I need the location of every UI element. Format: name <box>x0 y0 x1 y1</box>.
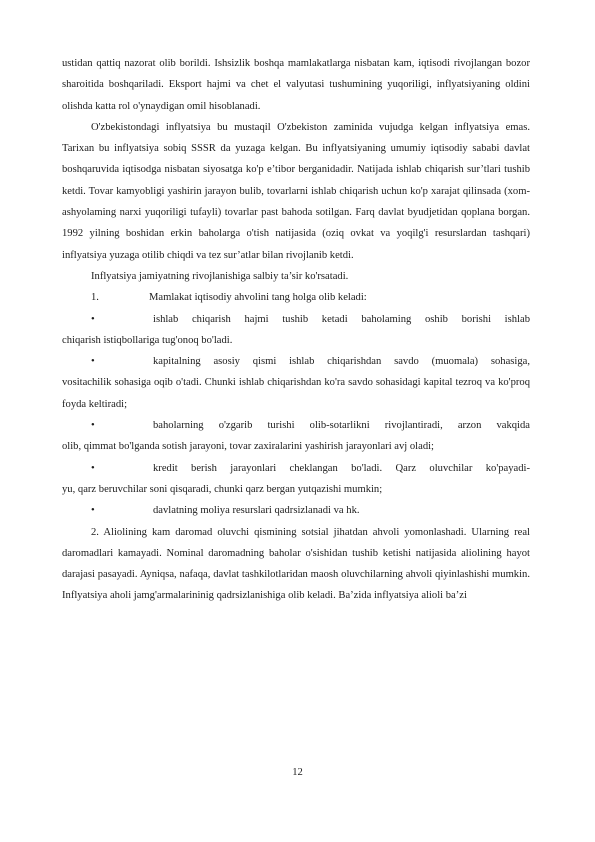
list-item-1 <box>62 287 530 308</box>
bullet-icon: • <box>91 313 95 325</box>
bullet-text-rest: vositachilik sohasiga oqib o'tadi. Chunki ishlab chiqarishdan ko'ra savdo sohasidagi kapital tezroq va ko'proq foyda keltiradi; <box>62 377 530 410</box>
bullet-text-rest: chiqarish istiqbollariga tug'onoq bo'ladi. <box>62 334 233 346</box>
bullet-text-rest: olib, qimmat bo'lganda sotish jarayoni, tovar zaxiralarini yashirish jarayonlari avj oladi; <box>62 441 435 453</box>
bullet-icon: • <box>91 462 95 474</box>
bullet-icon: • <box>91 356 95 368</box>
list-number: 1. <box>91 292 99 304</box>
bullet-text-first: ishlab chiqarish hajmi tushib ketadi baholaming oshib borishi ishlab <box>153 313 530 325</box>
bullet-item-2 <box>62 351 530 415</box>
list-item-text: Mamlakat iqtisodiy ahvolini tang holga olib keladi: <box>149 292 367 304</box>
bullet-item-4 <box>62 458 530 501</box>
bullet-text-first: baholarning o'zgarib turishi olib-sotarlikni rivojlantiradi, arzon vakqida <box>153 420 530 432</box>
paragraph-4: 2. Aliolining kam daromad oluvchi qismining sotsial jihatdan ahvoli yomonlashadi. Ularning real daromadlari kamayadi. Nominal daromadning baholar o'sishidan tushib ketishi natijasida aliolining hayot darajasi pasayadi. Ayniqsa, nafaqa, davlat tashkilotlaridan maosh oluvchilarning ahvoli qiyinlashishi mumkin. Inflyatsiya aholi jamg'armalarininig qadrsizlanishiga olib keladi. Ba’zida inflyatsiya alioli ba’zi <box>62 526 530 602</box>
paragraph-1: ustidan qattiq nazorat olib borildi. Ishsizlik boshqa mamlakatlarga nisbatan kam, iqtisodi rivojlangan bozor sharoitida boshqariladi. Eksport hajmi va chet el valyutasi tushumining yuqoriligi, inflyatsiyaning oldini olishda katta rol o'ynaydigan omil hisoblanadi. <box>62 58 530 112</box>
bullet-text-first: davlatning moliya resurslari qadrsizlanadi va hk. <box>153 505 360 517</box>
paragraph-2: O'zbekistondagi inflyatsiya bu mustaqil O'zbekiston zaminida vujudga kelgan inflyatsiya emas. Tarixan bu inflyatsiya sobiq SSSR da yuzaga kelgan. Bu inflyatsiyaning umumiy iqtisodiy sababi davlat boshqaruvida iqtisodga nisbatan siyosatga ko'p e’tibor berganidadir. Natijada ishlab chiqarish sur’tlari tushib ketdi. Tovar kamyobligi yashirin jarayon bulib, tovarlarni ishlab chiqarish uchun ko'p xarajat qilinsada (xom-ashyolaming narxi yuqoriligi tufayli) tovarlar past bahoda sotilgan. Farq davlat byudjetidan qoplana borgan. 1992 yilning boshidan erkin baholarga o'tish natijasida (oziq ovkat va yoqilg'i resurslardan tashqari) inflyatsiya yuzaga otilib chiqdi va tez sur’atlar bilan rivojlanib ketdi. <box>62 121 530 261</box>
bullet-text-first: kapitalning asosiy qismi ishlab chiqarishdan savdo (muomala) sohasiga, <box>153 356 530 368</box>
paragraph-3: Inflyatsiya jamiyatning rivojlanishiga salbiy ta’sir ko'rsatadi. <box>91 270 349 282</box>
body-text <box>62 53 530 607</box>
bullet-text-rest: yu, qarz beruvchilar soni qisqaradi, chunki qarz bergan yutqazishi mumkin; <box>62 483 383 495</box>
bullet-item-1 <box>62 309 530 352</box>
page-number: 12 <box>292 767 303 778</box>
bullet-item-3 <box>62 415 530 458</box>
bullet-icon: • <box>91 420 95 432</box>
bullet-icon: • <box>91 505 95 517</box>
bullet-text-first: kredit berish jarayonlari cheklangan bo'ladi. Qarz oluvchilar ko'payadi- <box>153 462 530 474</box>
bullet-item-5 <box>62 500 530 521</box>
